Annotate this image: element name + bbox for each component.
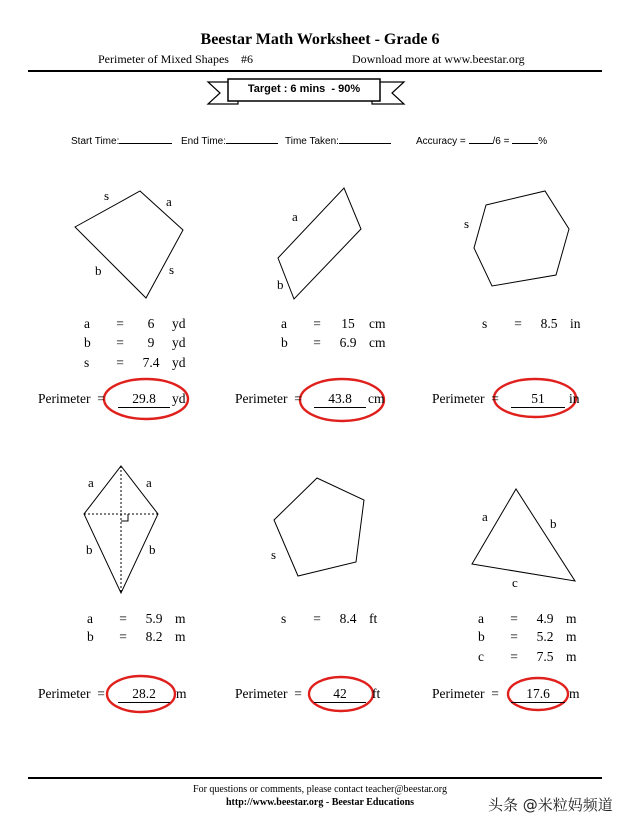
p4-perimeter-label: Perimeter = <box>38 686 105 701</box>
p3-value-s: s = 8.5 in <box>482 316 581 331</box>
p4-unit: m <box>176 686 187 701</box>
shape4-label-a-right: a <box>146 475 152 490</box>
p1-unit: yd <box>172 391 186 406</box>
p4-value-a: a = 5.9 m <box>87 611 186 626</box>
shape-triangle <box>472 489 575 581</box>
shape4-label-a-left: a <box>88 475 94 490</box>
p2-value-a: a = 15 cm <box>281 316 386 331</box>
p1-perimeter-label: Perimeter = <box>38 391 105 406</box>
shape-parallelogram <box>278 188 361 299</box>
p6-answer[interactable]: 17.6 <box>511 686 565 703</box>
end-time: End Time: <box>181 133 278 147</box>
p3-answer[interactable]: 51 <box>511 391 565 408</box>
shape6-label-b: b <box>550 516 557 531</box>
p2-unit: cm <box>368 391 385 406</box>
worksheet-title: Beestar Math Worksheet - Grade 6 <box>200 31 440 48</box>
p2-perimeter-label: Perimeter = <box>235 391 302 406</box>
download-link-text: Download more at www.beestar.org <box>352 52 525 66</box>
footer-rule <box>28 777 602 779</box>
shape4-label-b-right: b <box>149 542 156 557</box>
shape2-label-a: a <box>292 209 298 224</box>
worksheet-subtitle: Perimeter of Mixed Shapes #6 <box>98 52 253 66</box>
p3-perimeter-label: Perimeter = <box>432 391 499 406</box>
shape1-label-s-right: s <box>169 262 175 277</box>
shape-hexagon <box>474 191 569 286</box>
footer-link[interactable]: http://www.beestar.org - Beestar Educations <box>225 797 415 808</box>
p4-value-b: b = 8.2 m <box>87 629 186 644</box>
p3-unit: in <box>569 391 580 406</box>
shape6-label-c: c <box>512 575 518 590</box>
p6-value-a: a = 4.9 m <box>478 611 577 626</box>
p6-value-b: b = 5.2 m <box>478 629 577 644</box>
shape1-label-b: b <box>95 263 102 278</box>
p6-perimeter-label: Perimeter = <box>432 686 499 701</box>
p6-value-c: c = 7.5 m <box>478 649 577 664</box>
p5-value-s: s = 8.4 ft <box>281 611 378 626</box>
target-label: Target : 6 mins - 90% <box>247 83 361 95</box>
p2-answer[interactable]: 43.8 <box>314 391 366 408</box>
shape1-label-a: a <box>166 194 172 209</box>
accuracy: Accuracy = /6 = % <box>416 133 547 147</box>
footer-contact: For questions or comments, please contact teacher@beestar.org <box>193 784 447 795</box>
time-taken: Time Taken: <box>285 133 391 147</box>
p5-answer[interactable]: 42 <box>314 686 366 703</box>
p5-unit: ft <box>372 686 381 701</box>
start-time: Start Time: <box>71 133 172 147</box>
p4-answer[interactable]: 28.2 <box>118 686 170 703</box>
shape4-label-b-left: b <box>86 542 93 557</box>
shape2-label-b: b <box>277 277 284 292</box>
p1-value-b: b = 9 yd <box>84 335 186 350</box>
p5-perimeter-label: Perimeter = <box>235 686 302 701</box>
p6-unit: m <box>569 686 580 701</box>
shape-pentagon <box>274 478 364 576</box>
p2-value-b: b = 6.9 cm <box>281 335 386 350</box>
p1-value-s: s = 7.4 yd <box>84 355 186 370</box>
p1-value-a: a = 6 yd <box>84 316 186 331</box>
p1-answer[interactable]: 29.8 <box>118 391 170 408</box>
shape5-label-s: s <box>271 547 277 562</box>
shape6-label-a: a <box>482 509 488 524</box>
shape3-label-s: s <box>464 216 470 231</box>
watermark: 头条 @米粒妈频道 <box>488 796 613 814</box>
shape1-label-s-top: s <box>104 188 110 203</box>
